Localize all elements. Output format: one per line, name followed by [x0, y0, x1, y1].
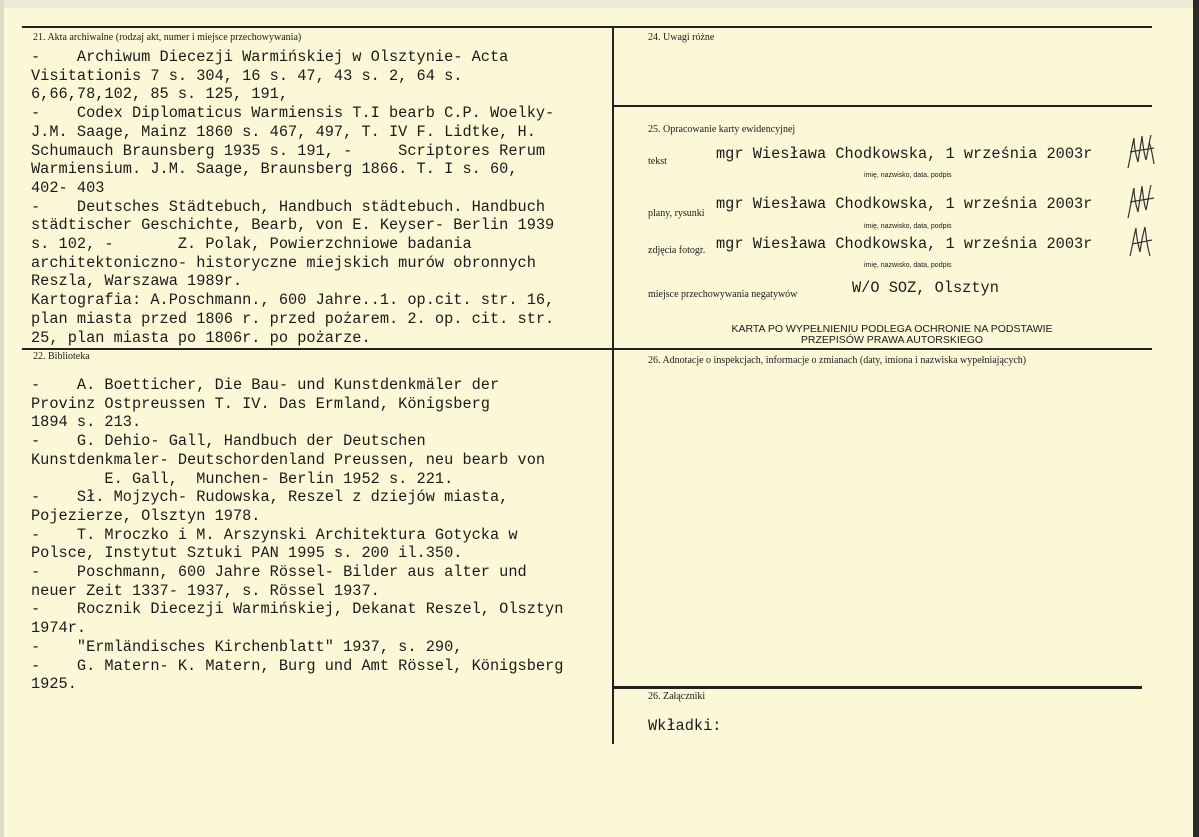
s25-negatives-label: miejsce przechowywania negatywów: [648, 289, 798, 300]
scan-edge-right: [1193, 0, 1199, 837]
s22-line: Polsce, Instytut Sztuki PAN 1995 s. 200 il.350.: [31, 544, 463, 563]
s22-line: - Poschmann, 600 Jahre Rössel- Bilder aus alter und: [31, 563, 527, 581]
s24-header: 24. Uwagi różne: [648, 32, 715, 43]
s22-line: - G. Dehio- Gall, Handbuch der Deutschen: [31, 432, 426, 451]
s22-header: 22. Biblioteka: [33, 351, 90, 362]
column-divider: [612, 26, 614, 744]
s21-line: Warmiensium. J.M. Saage, Braunsberg 1866. T. I s. 60,: [31, 160, 518, 179]
s22-line: Kunstdenkmaler- Deutschordenland Preussen, neu bearb von: [31, 450, 546, 469]
s21-line: - Codex Diplomaticus Warmiensis T.I bearb C.P. Woelky-: [31, 104, 555, 123]
s21-line: J.M. Saage, Mainz 1860 s. 467, 497, T. IV F. Lidtke, H.: [31, 122, 536, 141]
s21-line: Reszla, Warszawa 1989r.: [31, 272, 243, 291]
s22-line: - Rocznik Diecezji Warmińskiej, Dekanat Reszel, Olsztyn: [31, 600, 564, 619]
s24-bottom-rule: [614, 105, 1152, 107]
s22-line: E. Gall, Munchen- Berlin 1952 s. 221.: [31, 469, 454, 488]
scan-edge-top: [0, 0, 1199, 8]
s21-line: Visitationis 7 s. 304, 16 s. 47, 43 s. 2, 64 s.: [31, 66, 463, 85]
s21-line: Schumauch Braunsberg 1935 s. 191, - Scriptores Rerum: [31, 141, 546, 160]
s21-line: - Archiwum Diecezji Warmińskiej w Olsztynie- Acta: [31, 48, 509, 66]
s26b-header: 26. Załączniki: [648, 691, 706, 702]
section-divider-right: [614, 348, 1152, 350]
s25-value-tekst: mgr Wiesława Chodkowska, 1 września 2003r: [716, 145, 1093, 163]
s25-caption-plany: imię, nazwisko, data, podpis: [864, 223, 952, 230]
signature-mark: [1126, 222, 1160, 260]
copyright-notice-line1: KARTA PO WYPEŁNIENIU PODLEGA OCHRONIE NA PODSTAWIE: [731, 323, 1053, 335]
s22-line: - Sł. Mojzych- Rudowska, Reszel z dziejów miasta,: [31, 488, 509, 507]
s21-line: städtischer Geschichte, Bearb, von E. Keyser- Berlin 1939: [31, 216, 555, 235]
s25-label-zdjecia: zdjęcia fotogr.: [648, 245, 706, 256]
s21-line: Kartografia: A.Poschmann., 600 Jahre..1. op.cit. str. 16,: [31, 291, 555, 310]
s25-caption-tekst: imię, nazwisko, data, podpis: [864, 172, 952, 179]
s25-label-tekst: tekst: [648, 156, 667, 167]
s21-line: 25, plan miasta po 1806r. po pożarze.: [31, 328, 371, 347]
s22-line: - "Ermländisches Kirchenblatt" 1937, s. 290,: [31, 637, 463, 656]
s25-header: 25. Opracowanie karty ewidencyjnej: [648, 124, 796, 135]
s21-line: plan miasta przed 1806 r. przed pożarem. 2. op. cit. str.: [31, 309, 555, 328]
s25-negatives-value: W/O SOZ, Olsztyn: [852, 279, 999, 297]
scan-edge-left: [0, 0, 4, 837]
s22-line: Provinz Ostpreussen T. IV. Das Ermland, Königsberg: [31, 394, 490, 413]
s22-line: 1894 s. 213.: [31, 413, 142, 432]
s21-line: 402- 403: [31, 178, 105, 197]
signature-mark: [1124, 132, 1158, 170]
s22-line: - G. Matern- K. Matern, Burg und Amt Rössel, Königsberg: [31, 656, 564, 675]
s22-line: - A. Boetticher, Die Bau- und Kunstdenkmäler der: [31, 376, 500, 394]
s22-line: - T. Mroczko i M. Arszynski Architektura Gotycka w: [31, 525, 518, 544]
s22-line: 1925.: [31, 675, 77, 694]
s21-line: architektoniczno- historyczne miejskich murów obronnych: [31, 253, 536, 272]
s26b-value: Wkładki:: [648, 717, 722, 735]
copyright-notice-line2: PRZEPISÓW PRAWA AUTORSKIEGO: [800, 334, 984, 346]
s25-value-plany: mgr Wiesława Chodkowska, 1 września 2003r: [716, 195, 1093, 213]
s22-line: neuer Zeit 1337- 1937, s. Rössel 1937.: [31, 581, 380, 600]
s25-caption-zdjecia: imię, nazwisko, data, podpis: [864, 262, 952, 269]
s21-line: s. 102, - Z. Polak, Powierzchniowe badania: [31, 235, 472, 253]
s26a-header: 26. Adnotacje o inspekcjach, informacje o zmianach (daty, imiona i nazwiska wypełniających): [648, 355, 1027, 366]
copyright-notice: [700, 324, 1084, 346]
s22-line: Pojezierze, Olsztyn 1978.: [31, 506, 261, 525]
s21-line: 6,66,78,102, 85 s. 125, 191,: [31, 85, 289, 104]
s25-value-zdjecia: mgr Wiesława Chodkowska, 1 września 2003r: [716, 235, 1093, 253]
s25-label-plany: plany, rysunki: [648, 208, 705, 219]
s22-line: 1974r.: [31, 619, 87, 638]
top-rule: [22, 26, 1152, 28]
s21-header: 21. Akta archiwalne (rodzaj akt, numer i miejsce przechowywania): [33, 32, 302, 43]
s21-line: - Deutsches Städtebuch, Handbuch städtebuch. Handbuch: [31, 197, 546, 216]
section-divider-left: [22, 348, 614, 350]
signature-mark: [1124, 182, 1158, 220]
s26b-top-rule: [614, 686, 1142, 689]
